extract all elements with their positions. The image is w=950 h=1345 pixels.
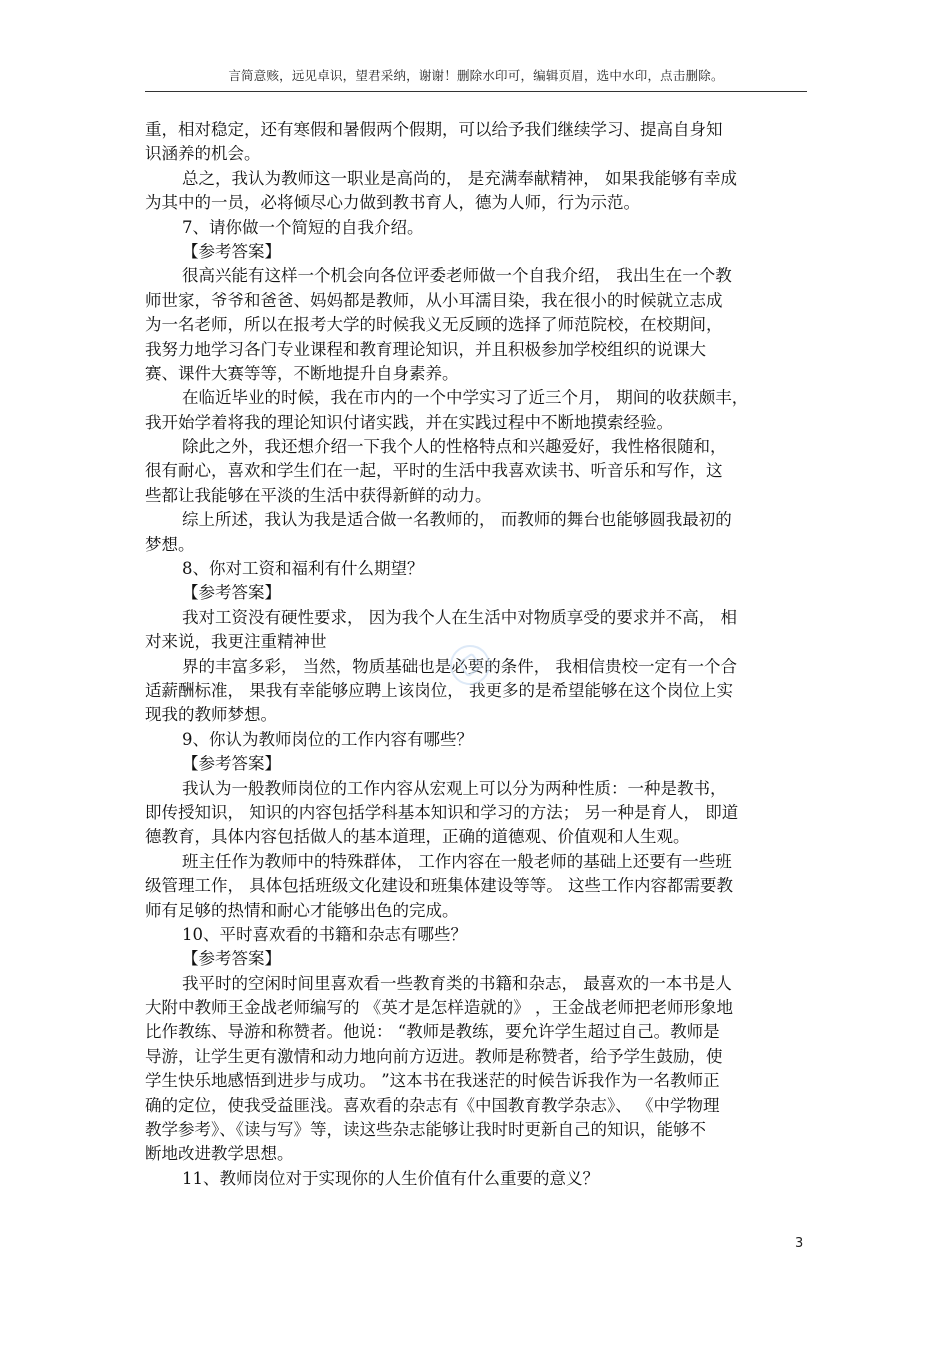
text-line: 我平时的空闲时间里喜欢看一些教育类的书籍和杂志， 最喜欢的一本书是人: [182, 973, 732, 993]
text-line: 适薪酬标准， 果我有幸能够应聘上该岗位， 我更多的是希望能够在这个岗位上实: [145, 680, 733, 700]
text-line: 为其中的一员，必将倾尽心力做到教书育人，德为人师，行为示范。: [145, 193, 640, 213]
text-line: 些都让我能够在平淡的生活中获得新鲜的动力。: [145, 485, 492, 505]
answer-label: 【参考答案】: [182, 583, 281, 603]
text-line: 对来说，我更注重精神世: [145, 632, 327, 652]
question-heading: 7、请你做一个简短的自我介绍。: [182, 217, 424, 237]
text-line: 在临近毕业的时候，我在市内的一个中学实习了近三个月， 期间的收获颇丰，: [182, 388, 749, 408]
text-line: 我开始学着将我的理论知识付诸实践，并在实践过程中不断地摸索经验。: [145, 412, 673, 432]
text-line: 我认为一般教师岗位的工作内容从宏观上可以分为两种性质：一种是教书，: [182, 778, 727, 798]
answer-label: 【参考答案】: [182, 754, 281, 774]
text-line: 确的定位，使我受益匪浅。喜欢看的杂志有《中国教育教学杂志》、 《中学物理: [145, 1095, 720, 1115]
text-line: 综上所述，我认为我是适合做一名教师的， 而教师的舞台也能够圆我最初的: [182, 510, 732, 530]
text-line: 德教育，具体内容包括做人的基本道理，正确的道德观、价值观和人生观。: [145, 827, 690, 847]
answer-label: 【参考答案】: [182, 241, 281, 261]
question-heading: 9、你认为教师岗位的工作内容有哪些？: [182, 729, 473, 749]
text-line: 梦想。: [145, 534, 195, 554]
text-line: 比作教练、导游和称赞者。他说： “教师是教练，要允许学生超过自己。教师是: [145, 1022, 720, 1042]
text-line: 师世家，爷爷和爸爸、妈妈都是教师，从小耳濡目染，我在很小的时候就立志成: [145, 290, 723, 310]
text-line: 重，相对稳定，还有寒假和暑假两个假期，可以给予我们继续学习、提高自身知: [145, 120, 723, 139]
text-line: 我努力地学习各门专业课程和教育理论知识，并且积极参加学校组织的说课大: [145, 339, 706, 359]
text-line: 我对工资没有硬性要求， 因为我个人在生活中对物质享受的要求并不高， 相: [182, 607, 737, 627]
text-line: 现我的教师梦想。: [145, 705, 277, 725]
question-heading: 10、平时喜欢看的书籍和杂志有哪些？: [182, 924, 467, 944]
question-heading: 8、你对工资和福利有什么期望？: [182, 559, 424, 579]
header-divider: [145, 91, 807, 92]
page-number: 3: [795, 1236, 804, 1251]
text-line: 即传授知识， 知识的内容包括学科基本知识和学习的方法； 另一种是育人， 即道: [145, 802, 739, 822]
page-header: 言简意赅，远见卓识，望君采纳，谢谢！删除水印可，编辑页眉，选中水印，点击删除。: [228, 68, 724, 83]
text-line: 断地改进教学思想。: [145, 1144, 294, 1164]
text-line: 为一名老师，所以在报考大学的时候我义无反顾的选择了师范院校，在校期间，: [145, 315, 723, 335]
text-line: 教学参考》、《读与写》等，读这些杂志能够让我时时更新自己的知识，能够不: [145, 1120, 706, 1140]
text-line: 除此之外，我还想介绍一下我个人的性格特点和兴趣爱好，我性格很随和，: [182, 437, 727, 457]
text-line: 级管理工作， 具体包括班级文化建设和班集体建设等等。 这些工作内容都需要教: [145, 876, 733, 896]
text-line: 很有耐心，喜欢和学生们在一起，平时的生活中我喜欢读书、听音乐和写作，这: [145, 461, 723, 481]
text-line: 导游，让学生更有激情和动力地向前方迈进。教师是称赞者，给予学生鼓励，使: [145, 1046, 723, 1066]
text-line: 班主任作为教师中的特殊群体， 工作内容在一般老师的基础上还要有一些班: [182, 851, 732, 871]
text-line: 赛、课件大赛等等，不断地提升自身素养。: [145, 363, 459, 383]
text-line: 很高兴能有这样一个机会向各位评委老师做一个自我介绍， 我出生在一个教: [182, 266, 732, 286]
text-line: 识涵养的机会。: [145, 144, 261, 164]
text-line: 师有足够的热情和耐心才能够出色的完成。: [145, 900, 459, 920]
answer-label: 【参考答案】: [182, 949, 281, 969]
text-line: 大附中教师王金战老师编写的 《英才是怎样造就的》 ，王金战老师把老师形象地: [145, 998, 733, 1018]
text-line: 界的丰富多彩， 当然，物质基础也是必要的条件， 我相信贵校一定有一个合: [182, 656, 737, 676]
text-line: 学生快乐地感悟到进步与成功。 ”这本书在我迷茫的时候告诉我作为一名教师正: [145, 1071, 720, 1091]
question-heading: 11、教师岗位对于实现你的人生价值有什么重要的意义？: [182, 1168, 599, 1188]
text-line: 总之，我认为教师这一职业是高尚的， 是充满奉献精神， 如果我能够有幸成: [182, 168, 737, 188]
